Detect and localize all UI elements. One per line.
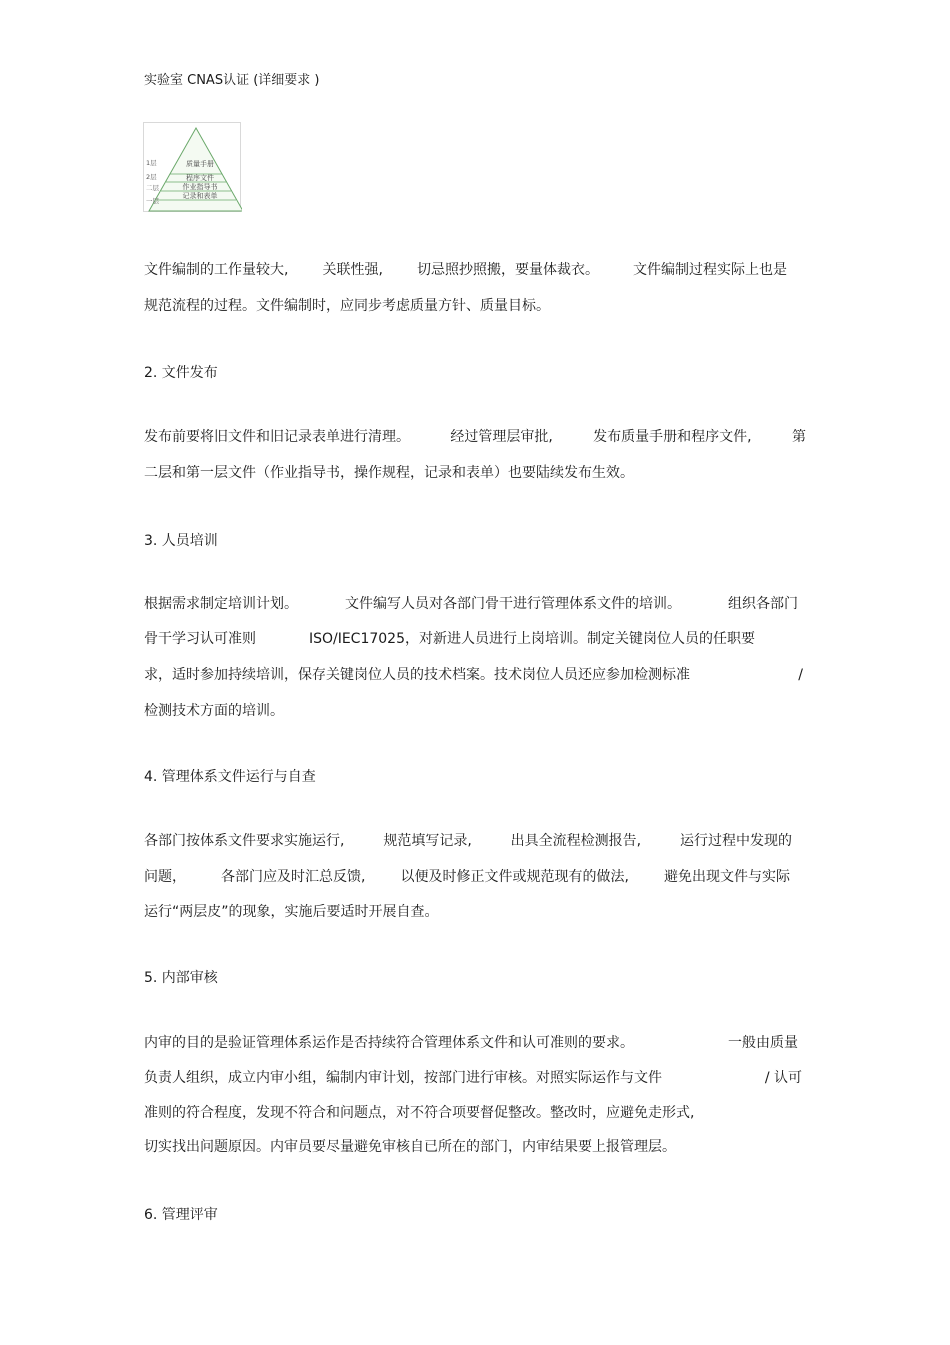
- paragraph-2-line-2: 二层和第一层文件（作业指导书，操作规程，记录和表单）也要陆续发布生效。: [144, 465, 634, 481]
- section-heading-2: 2. 文件发布: [144, 365, 218, 381]
- paragraph-5-line-2: [144, 1069, 802, 1087]
- text-segment: 根据需求制定培训计划。: [144, 596, 298, 612]
- text-segment: 关联性强,: [322, 262, 383, 278]
- text-segment: ISO/IEC17025，对新进人员进行上岗培训。制定关键岗位人员的任职要: [308, 631, 755, 647]
- text-segment: 组织各部门: [728, 596, 798, 612]
- paragraph-4-line-3: 运行“两层皮”的现象，实施后要适时开展自查。: [144, 904, 439, 920]
- section-heading-5: 5. 内部审核: [144, 970, 218, 986]
- paragraph-1-line-1: [144, 261, 787, 279]
- text-segment: 文件编制过程实际上也是: [633, 262, 787, 278]
- document-hierarchy-pyramid: [143, 122, 241, 212]
- level-label-1: 1层: [146, 159, 157, 167]
- paragraph-4-line-2: [144, 868, 790, 886]
- tier-label-3: 作业指导书: [182, 183, 218, 191]
- text-segment: 一般由质量: [728, 1035, 798, 1051]
- paragraph-3-line-2: [144, 630, 755, 648]
- section-heading-6: 6. 管理评审: [144, 1207, 218, 1223]
- paragraph-3-line-3: [144, 666, 803, 684]
- pyramid-svg: [144, 123, 242, 213]
- paragraph-5-line-3: 准则的符合程度，发现不符合和问题点，对不符合项要督促整改。整改时，应避免走形式,: [144, 1105, 695, 1121]
- text-segment: 各部门按体系文件要求实施运行,: [144, 833, 345, 849]
- text-segment: 出具全流程检测报告,: [510, 833, 642, 849]
- text-segment: 以便及时修正文件或规范现有的做法,: [400, 869, 629, 885]
- paragraph-3-line-4: 检测技术方面的培训。: [144, 703, 284, 719]
- section-heading-3: 3. 人员培训: [144, 533, 218, 549]
- paragraph-4-line-1: [144, 832, 792, 850]
- text-segment: 第: [791, 429, 806, 445]
- level-label-2: 2层: [146, 173, 157, 181]
- text-segment: 求，适时参加持续培训，保存关键岗位人员的技术档案。技术岗位人员还应参加检测标准: [144, 667, 690, 683]
- text-segment: 内审的目的是验证管理体系运作是否持续符合管理体系文件和认可准则的要求。: [144, 1035, 634, 1051]
- section-heading-4: 4. 管理体系文件运行与自查: [144, 769, 316, 785]
- text-segment: 文件编写人员对各部门骨干进行管理体系文件的培训。: [345, 596, 681, 612]
- page-header: 实验室 CNAS认证 (详细要求 ): [144, 73, 320, 88]
- text-segment: /: [798, 667, 803, 683]
- tier-label-1: 质量手册: [186, 160, 214, 168]
- text-segment: / 认可: [764, 1070, 802, 1086]
- text-segment: 规范填写记录,: [383, 833, 472, 849]
- text-segment: 文件编制的工作量较大,: [144, 262, 289, 278]
- text-segment: 运行过程中发现的: [679, 833, 792, 849]
- paragraph-5-line-1: [144, 1034, 798, 1052]
- tier-label-4: 记录和表单: [182, 192, 218, 200]
- paragraph-5-line-4: 切实找出问题原因。内审员要尽量避免审核自已所在的部门，内审结果要上报管理层。: [144, 1139, 676, 1155]
- text-segment: 发布前要将旧文件和旧记录表单进行清理。: [144, 429, 410, 445]
- text-segment: 经过管理层审批,: [450, 429, 553, 445]
- paragraph-1-line-2: 规范流程的过程。文件编制时，应同步考虑质量方针、质量目标。: [144, 298, 550, 314]
- text-segment: 骨干学习认可准则: [144, 631, 256, 647]
- paragraph-3-line-1: [144, 595, 798, 613]
- text-segment: 切忌照抄照搬，要量体裁衣。: [416, 262, 599, 278]
- text-segment: 负责人组织，成立内审小组，编制内审计划，按部门进行审核。对照实际运作与文件: [144, 1070, 662, 1086]
- level-label-3: 二层: [146, 184, 159, 192]
- text-segment: 问题，: [144, 869, 186, 885]
- tier-label-2: 程序文件: [186, 174, 214, 182]
- text-segment: 发布质量手册和程序文件,: [593, 429, 752, 445]
- level-label-4: 一层: [146, 197, 159, 205]
- text-segment: 避免出现文件与实际: [664, 869, 790, 885]
- text-segment: 各部门应及时汇总反馈,: [221, 869, 366, 885]
- paragraph-2-line-1: [144, 428, 806, 446]
